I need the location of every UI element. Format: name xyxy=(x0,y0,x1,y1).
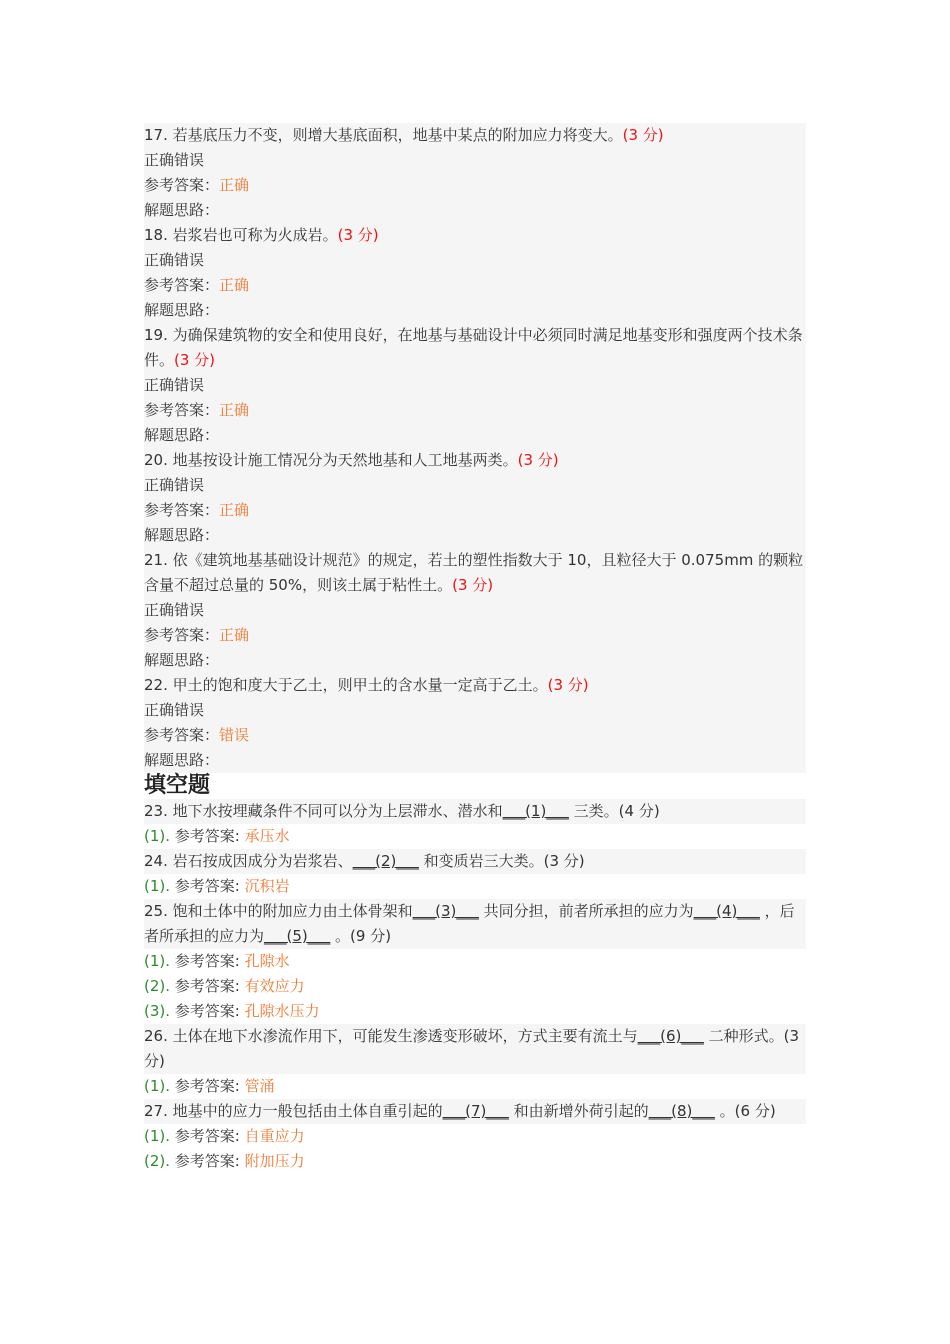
answer-options[interactable]: 正确错误 xyxy=(144,251,205,269)
true-false-section xyxy=(144,123,806,773)
answer-value: 沉积岩 xyxy=(244,877,290,895)
question-score: (3 分) xyxy=(547,676,589,694)
question-text: 23. 地下水按埋藏条件不同可以分为上层滞水、潜水和 xyxy=(144,802,503,820)
reference-answer xyxy=(144,398,806,423)
answer-value: 承压水 xyxy=(244,827,290,845)
question-text: 18. 岩浆岩也可称为火成岩。 xyxy=(144,226,338,244)
question-score: (3 分) xyxy=(174,351,216,369)
answer-value: 有效应力 xyxy=(244,977,305,995)
answer-value: 正确 xyxy=(219,501,250,519)
question-score: (3 分) xyxy=(452,576,494,594)
answer-label: 参考答案： xyxy=(144,276,220,294)
question-25 xyxy=(144,899,806,949)
reference-answer xyxy=(144,874,806,899)
answer-label: 参考答案: xyxy=(174,1152,240,1170)
answer-label: 参考答案: xyxy=(174,1077,240,1095)
answer-number: (2). xyxy=(144,1152,171,1170)
answer-value: 正确 xyxy=(219,401,250,419)
question-text: 21. 依《建筑地基基础设计规范》的规定，若土的塑性指数大于 10，且粒径大于 0.075mm 的颗粒含量不超过总量的 50%，则该土属于粘性土。 xyxy=(144,551,804,594)
question-21 xyxy=(144,548,806,598)
solution-hint-label: 解题思路： xyxy=(144,526,220,544)
question-score: (3 分) xyxy=(517,451,559,469)
question-text: 共同分担，前者所承担的应力为 xyxy=(478,902,694,920)
fill-section xyxy=(144,799,806,1174)
reference-answer xyxy=(144,723,806,748)
answer-options[interactable]: 正确错误 xyxy=(144,151,205,169)
solution-hint-label: 解题思路： xyxy=(144,426,220,444)
question-text: 17. 若基底压力不变，则增大基底面积，地基中某点的附加应力将变大。 xyxy=(144,126,623,144)
answer-value: 正确 xyxy=(219,626,250,644)
blank-4[interactable]: ___(4)___ xyxy=(693,902,760,920)
question-19 xyxy=(144,323,806,373)
answer-label: 参考答案： xyxy=(144,626,220,644)
question-text: 20. 地基按设计施工情况分为天然地基和人工地基两类。 xyxy=(144,451,518,469)
fill-section-title: 填空题 xyxy=(144,773,211,798)
answer-label: 参考答案： xyxy=(144,176,220,194)
answer-number: (1). xyxy=(144,827,171,845)
question-text: 19. 为确保建筑物的安全和使用良好，在地基与基础设计中必须同时满足地基变形和强度两个技术条件。 xyxy=(144,326,803,369)
answer-label: 参考答案： xyxy=(144,401,220,419)
question-text: 三类。(4 分) xyxy=(568,802,660,820)
blank-7[interactable]: ___(7)___ xyxy=(442,1102,509,1120)
answer-options[interactable]: 正确错误 xyxy=(144,701,205,719)
answer-options[interactable]: 正确错误 xyxy=(144,376,205,394)
solution-hint-label: 解题思路： xyxy=(144,651,220,669)
answer-value: 正确 xyxy=(219,276,250,294)
reference-answer xyxy=(144,498,806,523)
question-26 xyxy=(144,1024,806,1074)
question-17 xyxy=(144,123,806,148)
blank-5[interactable]: ___(5)___ xyxy=(264,927,331,945)
question-text: 27. 地基中的应力一般包括由土体自重引起的 xyxy=(144,1102,443,1120)
reference-answer xyxy=(144,1149,806,1174)
question-text: 和变质岩三大类。(3 分) xyxy=(418,852,585,870)
answer-number: (1). xyxy=(144,1127,171,1145)
answer-label: 参考答案: xyxy=(174,952,240,970)
answer-number: (1). xyxy=(144,952,171,970)
answer-number: (1). xyxy=(144,1077,171,1095)
question-text: ，后者所承担的应力为 xyxy=(144,902,795,945)
question-text: 二种形式。(3 分) xyxy=(144,1027,800,1070)
reference-answer xyxy=(144,273,806,298)
answer-value: 孔隙水压力 xyxy=(244,1002,320,1020)
solution-hint-label: 解题思路： xyxy=(144,201,220,219)
reference-answer xyxy=(144,1074,806,1099)
question-text: 26. 土体在地下水渗流作用下，可能发生渗透变形破坏，方式主要有流土与 xyxy=(144,1027,638,1045)
reference-answer xyxy=(144,949,806,974)
blank-1[interactable]: ___(1)___ xyxy=(502,802,569,820)
solution-hint-label: 解题思路： xyxy=(144,751,220,769)
question-20 xyxy=(144,448,806,473)
answer-label: 参考答案： xyxy=(144,726,220,744)
answer-number: (3). xyxy=(144,1002,171,1020)
reference-answer xyxy=(144,824,806,849)
answer-value: 正确 xyxy=(219,176,250,194)
solution-hint-label: 解题思路： xyxy=(144,301,220,319)
answer-label: 参考答案： xyxy=(144,501,220,519)
question-text: 。(6 分) xyxy=(714,1102,776,1120)
blank-6[interactable]: ___(6)___ xyxy=(637,1027,704,1045)
answer-options[interactable]: 正确错误 xyxy=(144,601,205,619)
blank-3[interactable]: ___(3)___ xyxy=(412,902,479,920)
question-text: 24. 岩石按成因成分为岩浆岩、 xyxy=(144,852,353,870)
answer-value: 附加压力 xyxy=(244,1152,305,1170)
reference-answer xyxy=(144,999,806,1024)
answer-number: (1). xyxy=(144,877,171,895)
answer-label: 参考答案: xyxy=(174,1002,240,1020)
answer-value: 错误 xyxy=(219,726,250,744)
reference-answer xyxy=(144,623,806,648)
question-23 xyxy=(144,799,806,824)
question-text: 。(9 分) xyxy=(330,927,392,945)
reference-answer xyxy=(144,1124,806,1149)
answer-number: (2). xyxy=(144,977,171,995)
blank-8[interactable]: ___(8)___ xyxy=(648,1102,715,1120)
question-text: 和由新增外荷引起的 xyxy=(508,1102,649,1120)
answer-label: 参考答案: xyxy=(174,1127,240,1145)
question-24 xyxy=(144,849,806,874)
blank-2[interactable]: ___(2)___ xyxy=(352,852,419,870)
answer-value: 自重应力 xyxy=(244,1127,305,1145)
question-score: (3 分) xyxy=(337,226,379,244)
question-text: 22. 甲土的饱和度大于乙土，则甲土的含水量一定高于乙土。 xyxy=(144,676,548,694)
answer-value: 管涌 xyxy=(244,1077,275,1095)
reference-answer xyxy=(144,974,806,999)
answer-label: 参考答案: xyxy=(174,877,240,895)
reference-answer xyxy=(144,173,806,198)
answer-label: 参考答案: xyxy=(174,827,240,845)
question-22 xyxy=(144,673,806,698)
question-27 xyxy=(144,1099,806,1124)
question-score: (3 分) xyxy=(622,126,664,144)
exam-content xyxy=(144,123,806,1174)
question-text: 25. 饱和土体中的附加应力由土体骨架和 xyxy=(144,902,413,920)
answer-value: 孔隙水 xyxy=(244,952,290,970)
answer-options[interactable]: 正确错误 xyxy=(144,476,205,494)
question-18 xyxy=(144,223,806,248)
answer-label: 参考答案: xyxy=(174,977,240,995)
